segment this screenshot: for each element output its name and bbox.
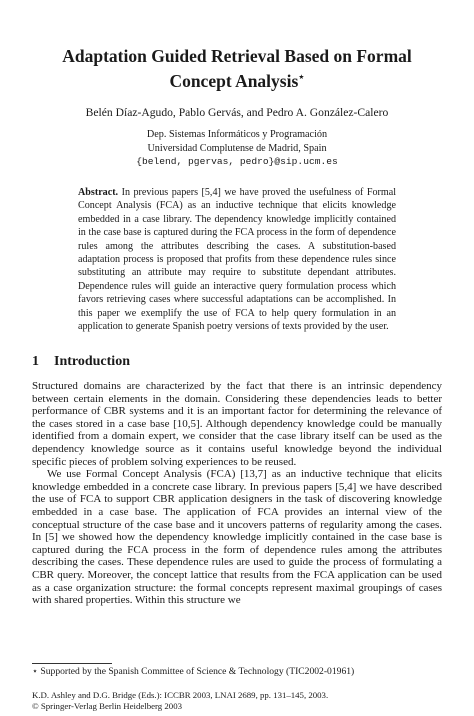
title-footnote-mark: ⋆ xyxy=(298,72,305,83)
paragraph-2: We use Formal Concept Analysis (FCA) [13,7] as an inductive technique that elicits knowledge embedded in a concrete case library. In previous papers [5,4] we have described the use of FCA to support CBR application designers in the task of discovering knowledge embedded in a case base. The application of FCA provides an internal view of the conceptual structure of the case base and it uncovers patterns of regularity among the cases. In [5] we showed how the dependency knowledge implicitly contained in the case base is captured during the FCA process in the form of dependence rules among the attributes describing the cases. These dependence rules are used to guide the process of formulating a CBR query. Moreover, the concept lattice that results from the FCA application can be used as a case organization structure: the formal concepts represent maximal groupings of cases with shared properties. Within this structure we xyxy=(32,468,442,607)
title-line-1: Adaptation Guided Retrieval Based on Formal xyxy=(62,46,412,66)
abstract xyxy=(78,186,396,333)
footnote-rule xyxy=(32,663,112,664)
title-line-2 xyxy=(40,67,434,92)
publication-info xyxy=(32,690,442,712)
affiliation-university: Universidad Complutense de Madrid, Spain xyxy=(147,142,327,154)
affiliation-email: {belend, pgervas, pedro}@sip.ucm.es xyxy=(136,156,338,167)
publication-citation: K.D. Ashley and D.G. Bridge (Eds.): ICCBR 2003, LNAI 2689, pp. 131–145, 2003. xyxy=(32,690,329,700)
paper-title xyxy=(40,45,434,92)
affiliation xyxy=(40,128,434,169)
publication-copyright: © Springer-Verlag Berlin Heidelberg 2003 xyxy=(32,701,182,711)
author-list: Belén Díaz-Agudo, Pablo Gervás, and Pedro A. González-Calero xyxy=(85,106,389,119)
paragraph-1: Structured domains are characterized by the fact that there is an intrinsic dependency between certain elements in the domain. Considering these dependencies leads to better performance of CBR systems and it is an important factor for determining the relevance of the cases stored in a case base [10,5]. Although dependency knowledge could be manually identified from a domain expert, we consider that the case library itself can be used as the dependency knowledge source as it contains useful knowledge beyond the individual specific pieces of problem solving experiences to be reused. xyxy=(32,380,442,468)
abstract-text: In previous papers [5,4] we have proved the usefulness of Formal Concept Analysis (FCA) as an inductive technique that elicits knowledge embedded in a case library. The dependency knowledge implicitly contained in the case base is captured during the FCA process in the form of dependence rules among the attributes describing the cases. A substitution-based adaptation process is proposed that profits from these dependence rules since substituting an attribute may require to substitute dependant attributes. Dependence rules will guide an interactive query formulation process which favors retrieving cases where successful adaptations can be accomplished. In this paper we exemplify the use of FCA to help query formulation in an application to generate Spanish poetry versions of texts provided by the user. xyxy=(78,187,396,333)
section-heading xyxy=(32,353,130,371)
affiliation-department: Dep. Sistemas Informáticos y Programación xyxy=(146,129,328,140)
section-number: 1 xyxy=(32,354,39,369)
title-line-2-text: Concept Analysis xyxy=(169,70,299,91)
footnote: ⋆ Supported by the Spanish Committee of Science & Technology (TIC2002-01961) xyxy=(32,666,355,677)
abstract-label: Abstract. xyxy=(78,187,119,198)
section-body xyxy=(32,380,442,607)
section-title: Introduction xyxy=(54,354,130,369)
